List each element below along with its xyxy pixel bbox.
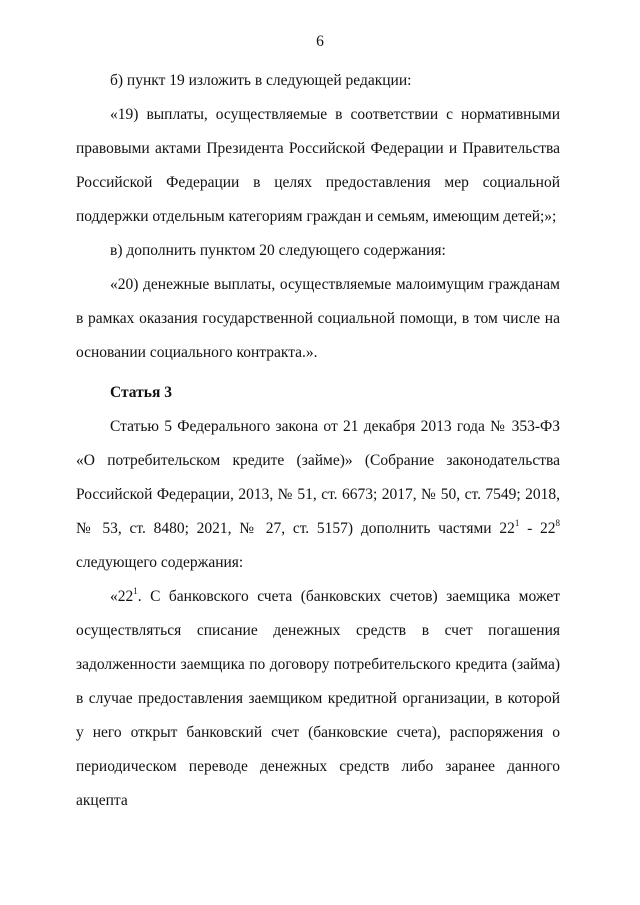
page-number: 6 bbox=[316, 33, 324, 50]
part-22-1-superscript: 1 bbox=[133, 585, 138, 596]
article-3-intro-tail: следующего содержания: bbox=[76, 554, 244, 571]
article-3-intro bbox=[76, 410, 560, 580]
paragraph-item-19: «19) выплаты, осуществляемые в соответствии с нормативными правовыми актами Президента Российской Федерации и Правительства Российской Федерации в целях предоставления мер социальной поддержки отдельным категориям граждан и семьям, имеющим детей;»; bbox=[76, 106, 560, 225]
paragraph-item-v: в) дополнить пунктом 20 следующего содержания: bbox=[110, 242, 446, 259]
article-heading: Статья 3 bbox=[110, 384, 172, 401]
part-22-1-text: . С банковского счета (банковских счетов) заемщика может осуществляться списание денежных средств в счет погашения задолженности заемщика по договору потребительского кредита (займа) в случае предоставления заемщиком кредитной организации, в которой у него открыт банковский счет (банковские счета), распоряжения о периодическом переводе денежных средств либо заранее данного акцепта bbox=[76, 588, 560, 809]
superscript-1: 1 bbox=[514, 517, 520, 528]
part-22-1 bbox=[76, 580, 560, 818]
article-3-intro-dash: - 22 bbox=[519, 520, 556, 537]
paragraph-item-20: «20) денежные выплаты, осуществляемые малоимущим гражданам в рамках оказания государственной социальной помощи, в том числе на основании социального контракта.». bbox=[76, 276, 560, 361]
article-3-intro-text: Статью 5 Федерального закона от 21 декабря 2013 года № 353-ФЗ «О потребительском кредите (займе)» (Собрание законодательства Российской Федерации, 2013, № 51, ст. 6673; 2017, № 50, ст. 7549; 2018, № 53, ст. 8480; 2021, № 27, ст. 5157) дополнить частями 22 bbox=[76, 418, 560, 537]
superscript-8: 8 bbox=[555, 517, 560, 528]
paragraph-item-b: б) пункт 19 изложить в следующей редакции: bbox=[110, 72, 412, 89]
part-22-1-number: «22 bbox=[110, 588, 134, 605]
document-body bbox=[76, 64, 560, 818]
